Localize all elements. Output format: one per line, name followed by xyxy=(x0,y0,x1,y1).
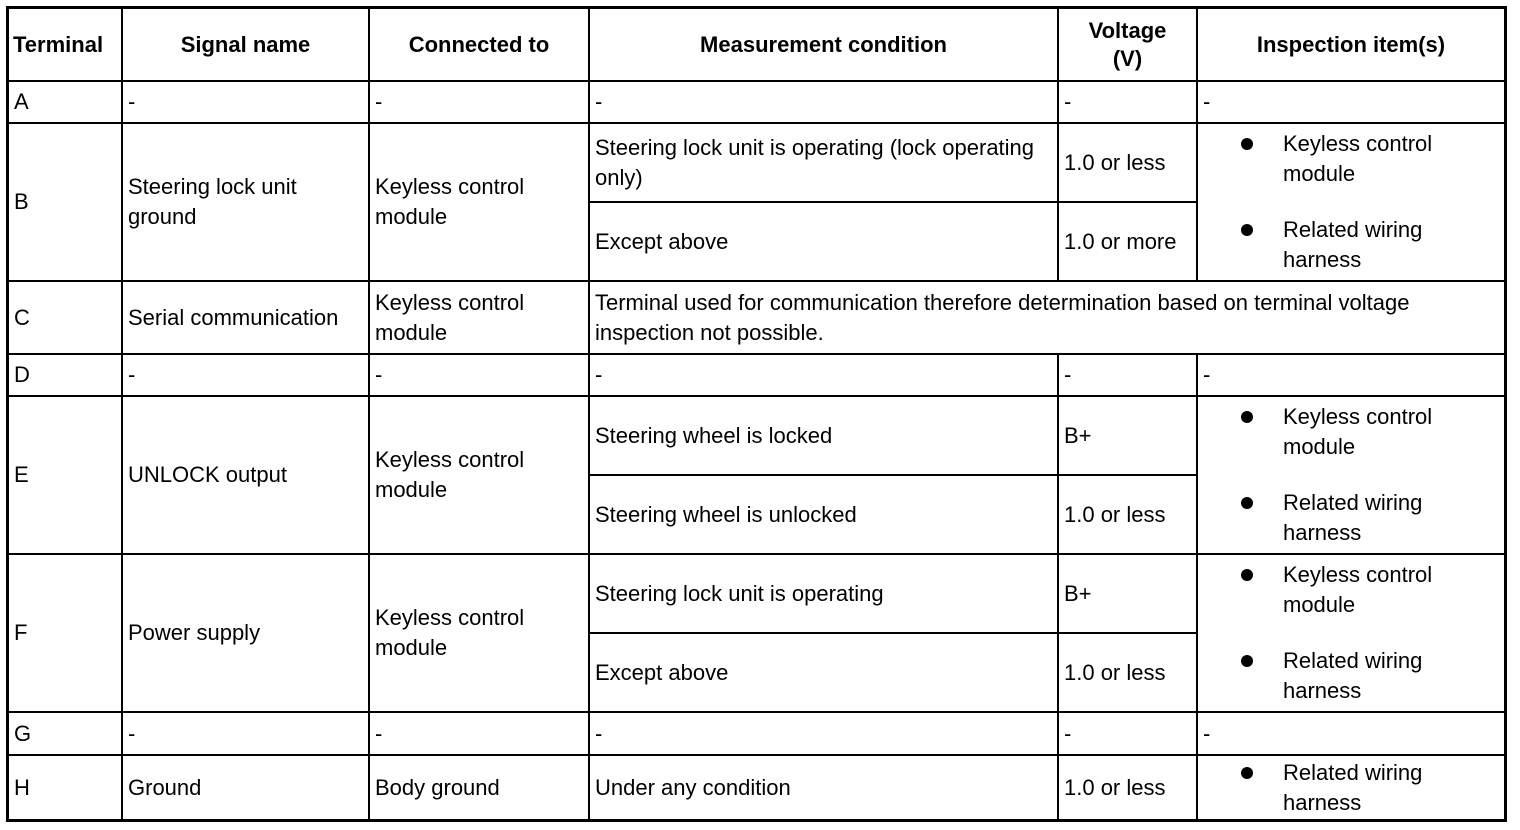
connected-to-cell: Keyless control module xyxy=(369,396,589,554)
terminal-cell: D xyxy=(9,354,122,396)
table-row-g xyxy=(9,712,1504,755)
inspection-item: Related wiring harness xyxy=(1241,488,1499,548)
inspection-list xyxy=(1203,560,1499,706)
header-inspection-items: Inspection item(s) xyxy=(1197,9,1504,81)
inspection-item: Keyless control module xyxy=(1241,560,1499,620)
terminal-cell: H xyxy=(9,755,122,820)
table-row-f xyxy=(9,554,1504,633)
connected-to-cell: Keyless control module xyxy=(369,281,589,354)
header-terminal: Terminal xyxy=(9,9,122,81)
signal-name-cell: Power supply xyxy=(122,554,369,712)
header-connected-to: Connected to xyxy=(369,9,589,81)
table-row-b xyxy=(9,123,1504,202)
signal-name-cell: UNLOCK output xyxy=(122,396,369,554)
condition-cell: Steering wheel is unlocked xyxy=(589,475,1058,554)
voltage-cell: - xyxy=(1058,81,1197,123)
signal-name-cell: - xyxy=(122,712,369,755)
terminal-inspection-table xyxy=(9,9,1504,820)
header-voltage xyxy=(1058,9,1197,81)
inspection-item: Keyless control module xyxy=(1241,129,1499,189)
voltage-cell: 1.0 or less xyxy=(1058,123,1197,202)
inspection-list xyxy=(1203,402,1499,548)
header-voltage-label: Voltage xyxy=(1088,17,1167,43)
voltage-cell: 1.0 or less xyxy=(1058,755,1197,820)
terminal-cell: F xyxy=(9,554,122,712)
table-row-d xyxy=(9,354,1504,396)
connected-to-cell: Keyless control module xyxy=(369,123,589,281)
signal-name-cell: - xyxy=(122,354,369,396)
voltage-cell: 1.0 or more xyxy=(1058,202,1197,281)
voltage-cell: - xyxy=(1058,354,1197,396)
signal-name-cell: Serial communication xyxy=(122,281,369,354)
inspection-cell: - xyxy=(1197,712,1504,755)
connected-to-cell: Keyless control module xyxy=(369,554,589,712)
header-signal-name: Signal name xyxy=(122,9,369,81)
voltage-cell: 1.0 or less xyxy=(1058,633,1197,712)
inspection-cell xyxy=(1197,396,1504,554)
inspection-item: Related wiring harness xyxy=(1241,215,1499,275)
inspection-list xyxy=(1203,129,1499,275)
inspection-list xyxy=(1203,758,1499,818)
signal-name-cell: - xyxy=(122,81,369,123)
terminal-cell: B xyxy=(9,123,122,281)
voltage-cell: B+ xyxy=(1058,396,1197,475)
terminal-cell: G xyxy=(9,712,122,755)
table-row-a xyxy=(9,81,1504,123)
connected-to-cell: - xyxy=(369,712,589,755)
voltage-cell: - xyxy=(1058,712,1197,755)
inspection-cell xyxy=(1197,123,1504,281)
inspection-cell: - xyxy=(1197,354,1504,396)
header-measurement-condition: Measurement condition xyxy=(589,9,1058,81)
condition-cell: Steering lock unit is operating (lock operating only) xyxy=(589,123,1058,202)
voltage-cell: B+ xyxy=(1058,554,1197,633)
condition-cell: Under any condition xyxy=(589,755,1058,820)
table-row-c xyxy=(9,281,1504,354)
condition-cell: Except above xyxy=(589,202,1058,281)
header-voltage-unit: (V) xyxy=(1112,45,1143,71)
terminal-cell: C xyxy=(9,281,122,354)
inspection-cell xyxy=(1197,554,1504,712)
condition-cell: - xyxy=(589,712,1058,755)
condition-cell: Steering lock unit is operating xyxy=(589,554,1058,633)
inspection-cell xyxy=(1197,755,1504,820)
inspection-item: Keyless control module xyxy=(1241,402,1499,462)
connected-to-cell: - xyxy=(369,354,589,396)
inspection-cell: - xyxy=(1197,81,1504,123)
signal-name-cell: Ground xyxy=(122,755,369,820)
inspection-item: Related wiring harness xyxy=(1241,758,1499,818)
terminal-table-frame xyxy=(6,6,1507,822)
connected-to-cell: Body ground xyxy=(369,755,589,820)
signal-name-cell: Steering lock unit ground xyxy=(122,123,369,281)
communication-note-cell: Terminal used for communication therefore determination based on terminal voltage inspection not possible. xyxy=(589,281,1504,354)
connected-to-cell: - xyxy=(369,81,589,123)
inspection-item: Related wiring harness xyxy=(1241,646,1499,706)
terminal-cell: A xyxy=(9,81,122,123)
condition-cell: - xyxy=(589,81,1058,123)
voltage-cell: 1.0 or less xyxy=(1058,475,1197,554)
condition-cell: Steering wheel is locked xyxy=(589,396,1058,475)
terminal-cell: E xyxy=(9,396,122,554)
condition-cell: - xyxy=(589,354,1058,396)
table-row-e xyxy=(9,396,1504,475)
condition-cell: Except above xyxy=(589,633,1058,712)
header-row xyxy=(9,9,1504,81)
table-row-h xyxy=(9,755,1504,820)
